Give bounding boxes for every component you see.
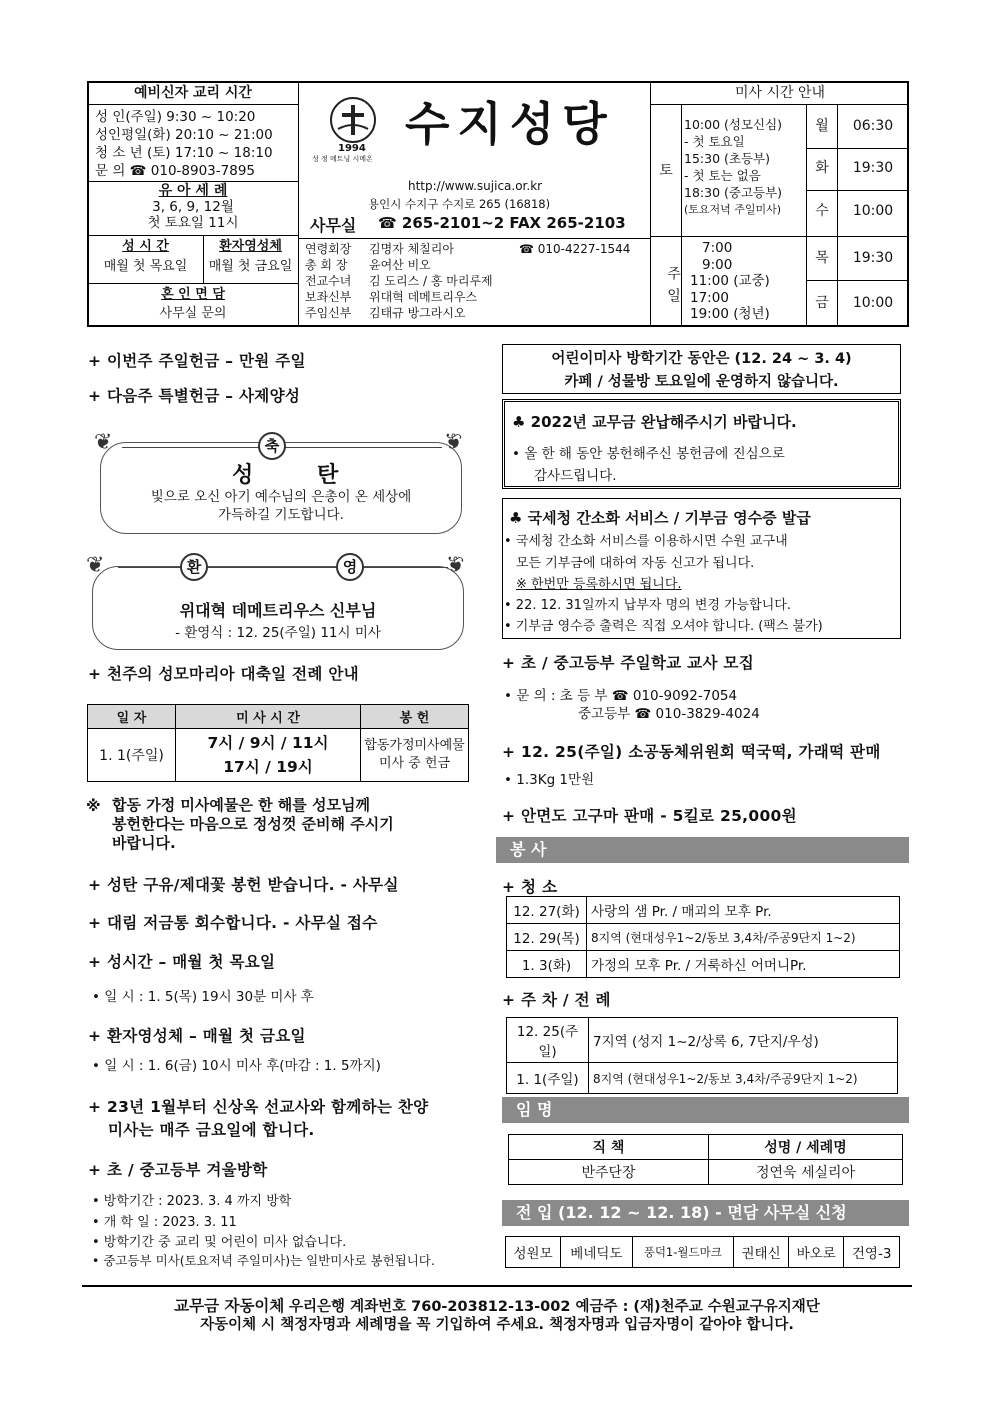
- infant-baptism-title: 유 아 세 례: [158, 183, 228, 199]
- advent-piggybank: + 대림 저금통 회수합니다. - 사무실 접수: [88, 914, 378, 932]
- welcome-badge-icon: 환: [180, 553, 208, 581]
- marriage-value: 사무실 문의: [159, 306, 227, 321]
- move-in-section-bar: 전 입 (12. 12 ~ 12. 18) - 면담 사무실 신청: [502, 1200, 909, 1226]
- service-section-bar: 봉 사: [496, 837, 909, 863]
- table-cell: 건영-3: [844, 1237, 900, 1268]
- saturday-time: - 첫 토요일: [684, 134, 745, 149]
- banner-rule: [118, 567, 448, 568]
- table-header: [88, 705, 469, 729]
- divider: [87, 283, 298, 284]
- table-row: [507, 897, 900, 924]
- marriage-title: 혼 인 면 담: [161, 287, 225, 302]
- table-cell: 12. 25(주일): [507, 1018, 589, 1063]
- catechism-row: 문 의 ☎ 010-8903-7895: [95, 163, 255, 179]
- footer-rule: [82, 1285, 912, 1287]
- infant-baptism-row: 첫 토요일 11시: [147, 215, 239, 231]
- office-label: 사무실: [310, 216, 357, 235]
- staff-name: 윤여산 비오: [369, 258, 431, 272]
- holy-hour-item: + 성시간 – 매월 첫 목요일: [88, 953, 276, 971]
- staff-row: [305, 305, 650, 321]
- table-cell: 풍덕1-월드마크: [632, 1237, 733, 1268]
- sunday-time: 9:00: [702, 256, 733, 273]
- table-cell: 반주단장: [509, 1160, 709, 1185]
- staff-name: 김태규 방그라시오: [369, 306, 466, 320]
- sunday-time: 7:00: [702, 240, 733, 256]
- weekday-fri: 금: [815, 295, 829, 311]
- note-text: [112, 796, 394, 853]
- table-header-cell: 봉 헌: [361, 705, 469, 729]
- praise-mass: + 23년 1월부터 신상옥 선교사와 함께하는 찬양: [88, 1098, 429, 1116]
- table-cell: 8지역 (현대성우1~2/동보 3,4차/주공9단지 1~2): [587, 924, 900, 951]
- nativity-offering: + 성탄 구유/제대꽃 봉헌 받습니다. - 사무실: [88, 876, 399, 894]
- table-row: [507, 951, 900, 978]
- tax-line: 모든 기부금에 대하여 자동 신고가 됩니다.: [516, 556, 755, 571]
- table-header-cell: 성명 / 세례명: [709, 1135, 903, 1160]
- mary-feast-title: + 천주의 성모마리아 대축일 전례 안내: [88, 665, 359, 683]
- christmas-text: 빛으로 오신 아기 예수님의 은총이 온 세상에: [150, 489, 412, 505]
- saturday-time: - 첫 토는 없음: [684, 168, 761, 183]
- note-line: 합동 가정 미사예물은 한 해를 성모님께: [112, 796, 370, 814]
- table-cell: 8지역 (현대성우1~2/동보 3,4차/주공9단지 1~2): [589, 1063, 898, 1094]
- table-cell: 성원모: [506, 1237, 561, 1268]
- holy-hour-title: 성 시 간: [122, 239, 169, 254]
- church-name: 수지성당: [405, 97, 615, 151]
- mass-times: 17시 / 19시: [223, 758, 313, 776]
- catechism-row: 청 소 년 (토) 17:10 ~ 18:10: [95, 145, 273, 161]
- table-header-cell: 직 책: [509, 1135, 709, 1160]
- divider: [87, 104, 298, 105]
- kids-mass-line: 어린이미사 방학기간 동안은 (12. 24 ~ 3. 4): [551, 351, 852, 367]
- divider: [806, 190, 909, 191]
- christmas-title-a: 성: [232, 463, 254, 488]
- ribbon-left-icon: ❦: [94, 430, 113, 455]
- offering-line: 합동가정미사예물: [364, 738, 465, 753]
- weekday-mon: 월: [815, 118, 829, 134]
- table-cell: 바오로: [789, 1237, 844, 1268]
- offering-this-week: + 이번주 주일헌금 – 만원 주일: [88, 352, 306, 370]
- table-cell: 권태신: [733, 1237, 788, 1268]
- infant-baptism-row: 3, 6, 9, 12월: [152, 199, 234, 215]
- sunday-time: 19:00 (청년): [690, 306, 770, 322]
- sunday-time: 11:00 (교중): [690, 273, 770, 289]
- table-cell: 1. 1(주일): [88, 729, 176, 782]
- teacher-recruit-title: + 초 / 중고등부 주일학교 교사 모집: [502, 654, 754, 672]
- kids-mass-line: 카페 / 성물방 토요일에 운영하지 않습니다.: [564, 374, 839, 390]
- teacher-contact: 중고등부 ☎ 010-3829-4024: [578, 706, 760, 722]
- sick-communion-value: 매월 첫 금요일: [208, 259, 293, 274]
- sweet-potato-sale: + 안면도 고구마 판매 - 5킬로 25,000원: [502, 807, 797, 825]
- staff-role: 보좌신부: [305, 290, 352, 304]
- catechism-schedule: [95, 108, 298, 180]
- staff-name: 김 도리스 / 홍 마리루제: [369, 274, 493, 288]
- sunday-label: 주일: [665, 266, 681, 310]
- staff-row: [305, 289, 650, 305]
- weekday-thu: 목: [815, 250, 829, 266]
- tax-line: ※ 한번만 등록하시면 됩니다.: [516, 577, 682, 592]
- praise-mass: 미사는 매주 금요일에 합니다.: [108, 1121, 315, 1139]
- footer-line2: 자동이체 시 책정자명과 세례명을 꼭 기입하여 주세요. 책정자명과 입금자명이 같아야 합니다.: [200, 1317, 794, 1333]
- note-line: 봉헌한다는 마음으로 정성껏 준비해 주시기: [112, 815, 394, 833]
- celebrate-badge-icon: 축: [258, 432, 286, 460]
- weekday-time: 06:30: [852, 118, 894, 134]
- vacation-line: • 방학기간 중 교리 및 어린이 미사 없습니다.: [92, 1235, 347, 1250]
- logo-caption: 성 정 메트닝 시메온: [312, 155, 373, 163]
- table-row: [88, 729, 469, 782]
- teacher-contact: • 문 의 : 초 등 부 ☎ 010-9092-7054: [504, 688, 738, 704]
- sunday-time: 17:00: [690, 289, 729, 306]
- rice-cake-price: • 1.3Kg 1만원: [504, 772, 595, 788]
- holy-hour-detail: • 일 시 : 1. 5(목) 19시 30분 미사 후: [92, 989, 314, 1005]
- dues-title: ♣ 2022년 교무금 완납해주시기 바랍니다.: [512, 413, 797, 431]
- vacation-line: • 중고등부 미사(토요저녁 주일미사)는 일반미사로 봉헌됩니다.: [92, 1253, 435, 1268]
- tax-line: • 국세청 간소화 서비스를 이용하시면 수원 교구내: [504, 534, 788, 549]
- staff-role: 연령회장: [305, 242, 352, 256]
- christmas-text: 가득하길 기도합니다.: [218, 507, 344, 523]
- sick-communion-item: + 환자영성체 – 매월 첫 금요일: [88, 1027, 306, 1045]
- table-cell: 1. 3(화): [507, 951, 587, 978]
- website-link[interactable]: http://www.sujica.or.kr: [408, 179, 543, 193]
- table-header-cell: 일 자: [88, 705, 176, 729]
- rice-cake-title: + 12. 25(주일) 소공동체위원회 떡국떡, 가래떡 판매: [502, 743, 881, 761]
- mass-times: 7시 / 9시 / 11시: [207, 734, 329, 752]
- offering-line: 미사 중 헌금: [378, 756, 451, 771]
- christmas-title-b: 탄: [317, 463, 339, 488]
- table-row: [507, 1063, 898, 1094]
- mary-feast-table: [87, 704, 469, 782]
- staff-role: 주임신부: [305, 306, 352, 320]
- bank-account: 우리은행 계좌번호 760-203812-13-002 예금주 : (재)천주교 수원교구유지재단: [289, 1299, 820, 1315]
- move-in-table: [505, 1236, 900, 1268]
- table-row: [509, 1160, 903, 1185]
- staff-phone: ☎ 010-4227-1544: [519, 242, 631, 256]
- saturday-label: 토: [659, 163, 673, 179]
- appointment-table: [508, 1134, 903, 1185]
- table-row: [506, 1237, 900, 1268]
- staff-role: 총 회 장: [305, 258, 348, 272]
- divider: [650, 236, 909, 237]
- holy-hour-value: 매월 첫 목요일: [103, 259, 188, 274]
- dues-line: • 올 한 해 동안 봉헌해주신 봉헌금에 진심으로: [512, 446, 785, 462]
- appointment-section-bar: 임 명: [502, 1097, 909, 1123]
- table-row: [507, 924, 900, 951]
- ribbon-right-icon: ❦: [444, 430, 463, 455]
- saturday-time: 18:30 (중고등부): [684, 185, 783, 200]
- welcome-badge-icon: 영: [336, 553, 364, 581]
- staff-row: [305, 241, 650, 257]
- ribbon-right-icon: ❦: [446, 553, 465, 578]
- address: 용인시 수지구 수지로 265 (16818): [368, 197, 551, 211]
- staff-name: 김명자 체칠리아: [369, 242, 454, 256]
- table-cell: 가정의 모후 Pr. / 거룩하신 어머니Pr.: [587, 951, 900, 978]
- vacation-line: • 개 학 일 : 2023. 3. 11: [92, 1215, 237, 1230]
- mass-times-title: 미사 시간 안내: [734, 85, 826, 101]
- table-row: [507, 1018, 898, 1063]
- table-cell: 사랑의 샘 Pr. / 매괴의 모후 Pr.: [587, 897, 900, 924]
- table-cell: 7지역 (성지 1~2/상록 6, 7단지/우성): [589, 1018, 898, 1063]
- table-cell: 12. 29(목): [507, 924, 587, 951]
- auto-transfer-label: 교무금 자동이체: [174, 1297, 285, 1315]
- tax-title: ♣ 국세청 간소화 서비스 / 기부금 영수증 발급: [509, 509, 811, 527]
- weekday-tue: 화: [815, 160, 829, 176]
- vacation-line: • 방학기간 : 2023. 3. 4 까지 방학: [92, 1194, 292, 1209]
- sunday-times: [690, 240, 806, 323]
- weekday-time: 10:00: [852, 203, 894, 219]
- weekday-time: 19:30: [852, 250, 894, 266]
- parking-table: [506, 1017, 898, 1094]
- divider: [806, 148, 909, 149]
- saturday-time: 10:00 (성모신심): [684, 117, 783, 132]
- tax-line: • 22. 12. 31일까지 납부자 명의 변경 가능합니다.: [504, 598, 791, 613]
- catechism-title: 예비신자 교리 시간: [134, 85, 252, 101]
- weekday-time: 10:00: [852, 295, 894, 311]
- ribbon-left-icon: ❦: [86, 553, 105, 578]
- tax-line: • 기부금 영수증 출력은 직접 오셔야 합니다. (팩스 불가): [504, 619, 823, 634]
- welcome-name: 위대혁 데메트리우스 신부님: [179, 601, 377, 620]
- dues-line: 감사드립니다.: [534, 468, 617, 484]
- catechism-row: 성인평일(화) 20:10 ~ 21:00: [95, 127, 273, 143]
- divider: [298, 238, 650, 239]
- offering-next-week: + 다음주 특별헌금 – 사제양성: [88, 387, 301, 405]
- table-cell: [176, 729, 361, 782]
- saturday-time: (토요저녁 주일미사): [684, 203, 782, 216]
- table-cell: [361, 729, 469, 782]
- staff-role: 전교수녀: [305, 274, 352, 288]
- divider: [298, 81, 299, 327]
- staff-name: 위대혁 데메트리우스: [369, 290, 478, 304]
- note-line: 바랍니다.: [112, 834, 176, 852]
- saturday-times: [684, 116, 806, 218]
- staff-row: [305, 257, 650, 273]
- divider: [87, 235, 298, 236]
- divider: [87, 181, 298, 182]
- divider: [681, 105, 682, 327]
- table-cell: 1. 1(주일): [507, 1063, 589, 1094]
- sick-communion-title: 환자영성체: [219, 239, 282, 254]
- saturday-time: 15:30 (초등부): [684, 151, 770, 166]
- office-phone: ☎ 265-2101~2 FAX 265-2103: [378, 214, 626, 232]
- church-logo-icon: [330, 97, 376, 143]
- table-cell: 정연욱 세실리아: [709, 1160, 903, 1185]
- staff-row: [305, 273, 650, 289]
- table-cell: 12. 27(화): [507, 897, 587, 924]
- logo-year: 1994: [338, 143, 366, 154]
- sick-communion-detail: • 일 시 : 1. 6(금) 10시 미사 후(마감 : 1. 5까지): [92, 1058, 381, 1074]
- divider: [650, 104, 909, 105]
- table-header: [509, 1135, 903, 1160]
- catechism-row: 성 인(주일) 9:30 ~ 10:20: [95, 109, 256, 125]
- staff-list: [305, 241, 650, 321]
- parking-liturgy-title: + 주 차 / 전 례: [502, 991, 611, 1009]
- weekday-time: 19:30: [852, 160, 894, 176]
- cleaning-table: [506, 896, 900, 978]
- table-cell: 베네딕도: [561, 1237, 632, 1268]
- weekday-wed: 수: [815, 203, 829, 219]
- note-mark: ※: [86, 797, 101, 815]
- table-header-cell: 미 사 시 간: [176, 705, 361, 729]
- divider: [806, 280, 909, 281]
- winter-vacation-title: + 초 / 중고등부 겨울방학: [88, 1161, 268, 1179]
- cleaning-title: + 청 소: [502, 878, 558, 896]
- welcome-sub: - 환영식 : 12. 25(주일) 11시 미사: [175, 625, 381, 641]
